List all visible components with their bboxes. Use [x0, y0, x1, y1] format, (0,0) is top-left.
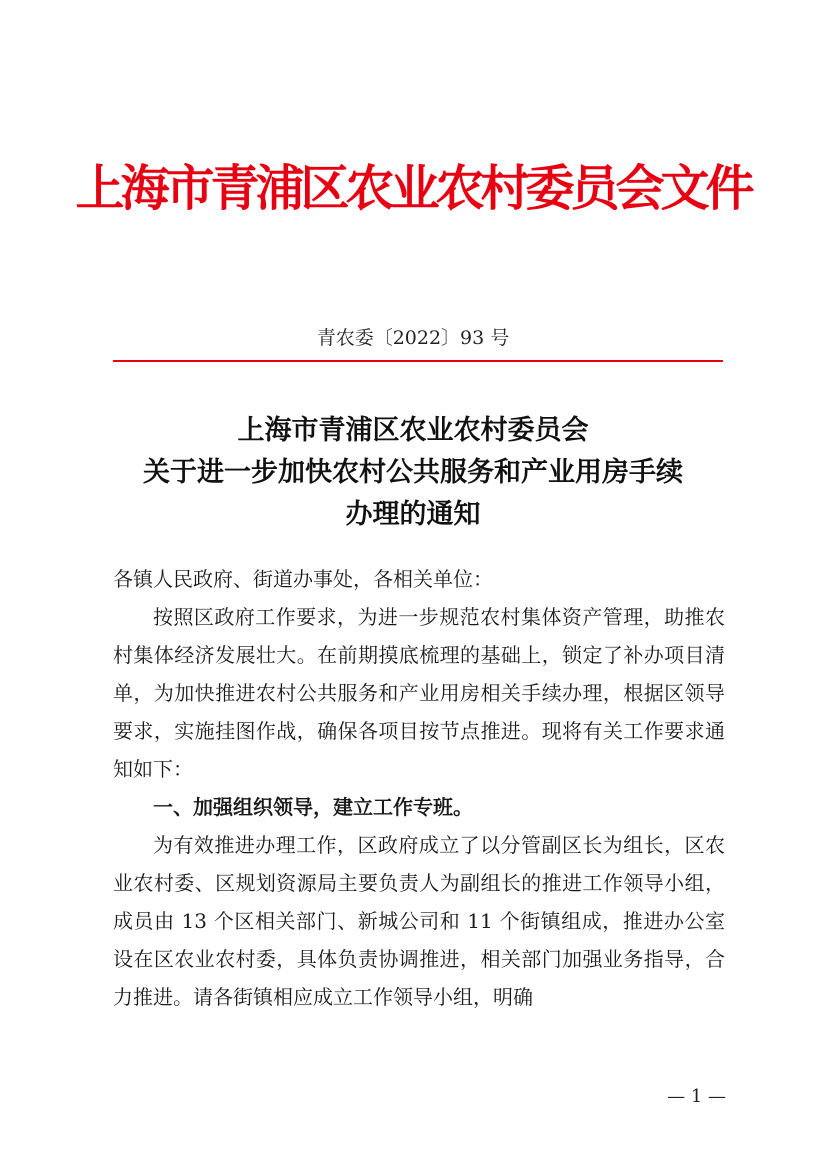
paragraph-intro: 按照区政府工作要求，为进一步规范农村集体资产管理，助推农村集体经济发展壮大。在前期摸底梳理的基础上，锁定了补办项目清单，为加快推进农村公共服务和产业用房相关手续办理，根据区领导要求，实施挂图作战，确保各项目按节点推进。现将有关工作要求通知如下： [113, 605, 725, 781]
masthead-title: 上海市青浦区农业农村委员会文件 [75, 159, 751, 217]
document-number: 青农委〔2022〕93 号 [316, 327, 510, 349]
salutation: 各镇人民政府、街道办事处，各相关单位： [113, 567, 493, 591]
paragraph-section-1: 为有效推进办理工作，区政府成立了以分管副区长为组长，区农业农村委、区规划资源局主要负责人为副组长的推进工作领导小组，成员由 13 个区相关部门、新城公司和 11 个街镇组成，推进办公室设在区农业农村委，具体负责协调推进，相关部门加强业务指导，合力推进。请各街镇相应成立工作领导小组，明确 [113, 833, 725, 1009]
title-line-3: 办理的通知 [345, 499, 481, 530]
document-body [113, 560, 725, 1016]
title-line-2: 关于进一步加快农村公共服务和产业用房手续 [143, 457, 683, 488]
section-heading-1: 一、加强组织领导，建立工作专班。 [153, 795, 473, 819]
red-divider-line [113, 360, 723, 362]
document-title [100, 410, 726, 536]
title-line-1: 上海市青浦区农业农村委员会 [237, 415, 589, 446]
page-number: — 1 — [667, 1086, 726, 1107]
